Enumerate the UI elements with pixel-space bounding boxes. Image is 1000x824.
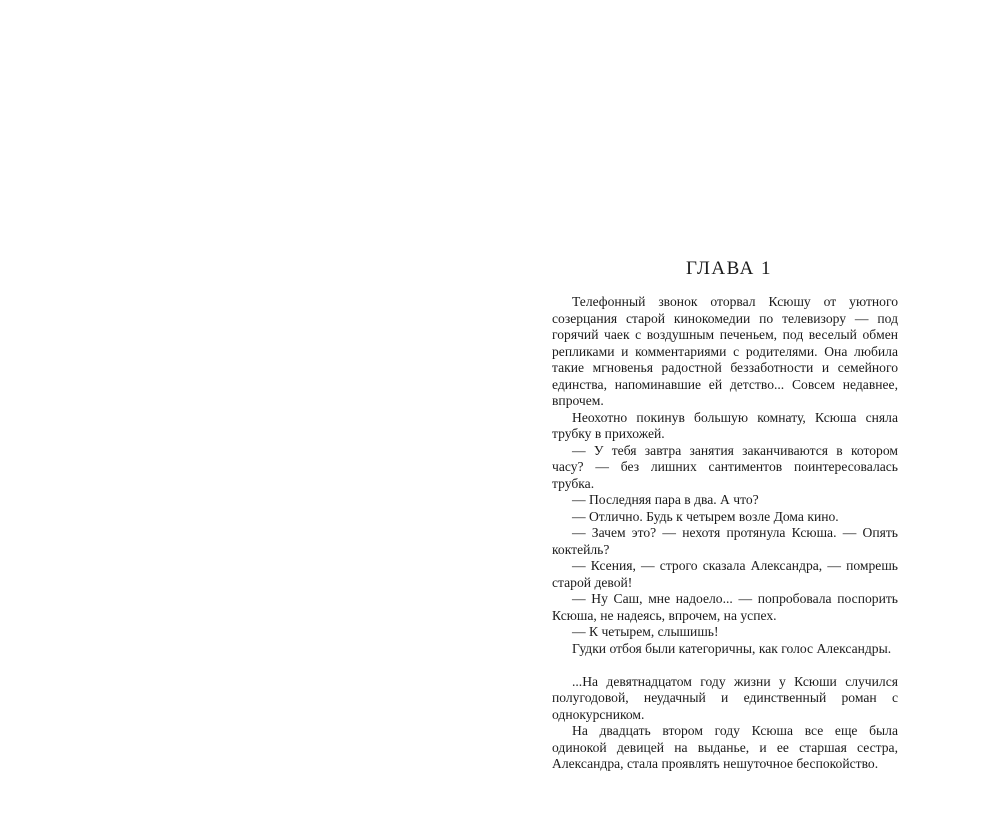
paragraph: Гудки отбоя были категоричны, как голос Александры.: [572, 640, 892, 656]
paragraph: — К четырем, слышишь!: [572, 624, 719, 639]
paragraph: — Зачем это? — нехотя протянула Ксюша. — Опять коктейль?: [552, 525, 898, 557]
book-page: [552, 258, 898, 773]
paragraph: Телефонный звонок оторвал Ксюшу от уютного созерцания старой кинокомедии по телевизору — под горячий чаек с воздушным печеньем, под веселый обмен репликами и комментариями с родителями. Она любила такие мгновенья радостной беззаботности и семейного единства, напоминавшие ей детство... Совсем недавнее, впрочем.: [552, 294, 898, 408]
chapter-title: ГЛАВА 1: [685, 258, 773, 279]
paragraph: ...На девятнадцатом году жизни у Ксюши случился полугодовой, неудачный и единственный роман с однокурсником.: [552, 673, 898, 722]
paragraph: — Последняя пара в два. А что?: [572, 492, 759, 507]
paragraph: — У тебя завтра занятия заканчиваются в котором часу? — без лишних сантиментов поинтересовалась трубка.: [552, 442, 898, 491]
paragraph: — Отлично. Будь к четырем возле Дома кино.: [572, 508, 839, 524]
paragraph: Неохотно покинув большую комнату, Ксюша сняла трубку в прихожей.: [552, 409, 898, 441]
chapter-body: [552, 294, 898, 773]
paragraph: — Ксения, — строго сказала Александра, — помрешь старой девой!: [552, 558, 898, 590]
paragraph: — Ну Саш, мне надоело... — попробовала поспорить Ксюша, не надеясь, впрочем, на успех.: [552, 591, 898, 623]
paragraph: На двадцать втором году Ксюша все еще была одинокой девицей на выданье, и ее старшая сестра, Александра, стала проявлять нешуточное беспокойство.: [552, 723, 898, 771]
